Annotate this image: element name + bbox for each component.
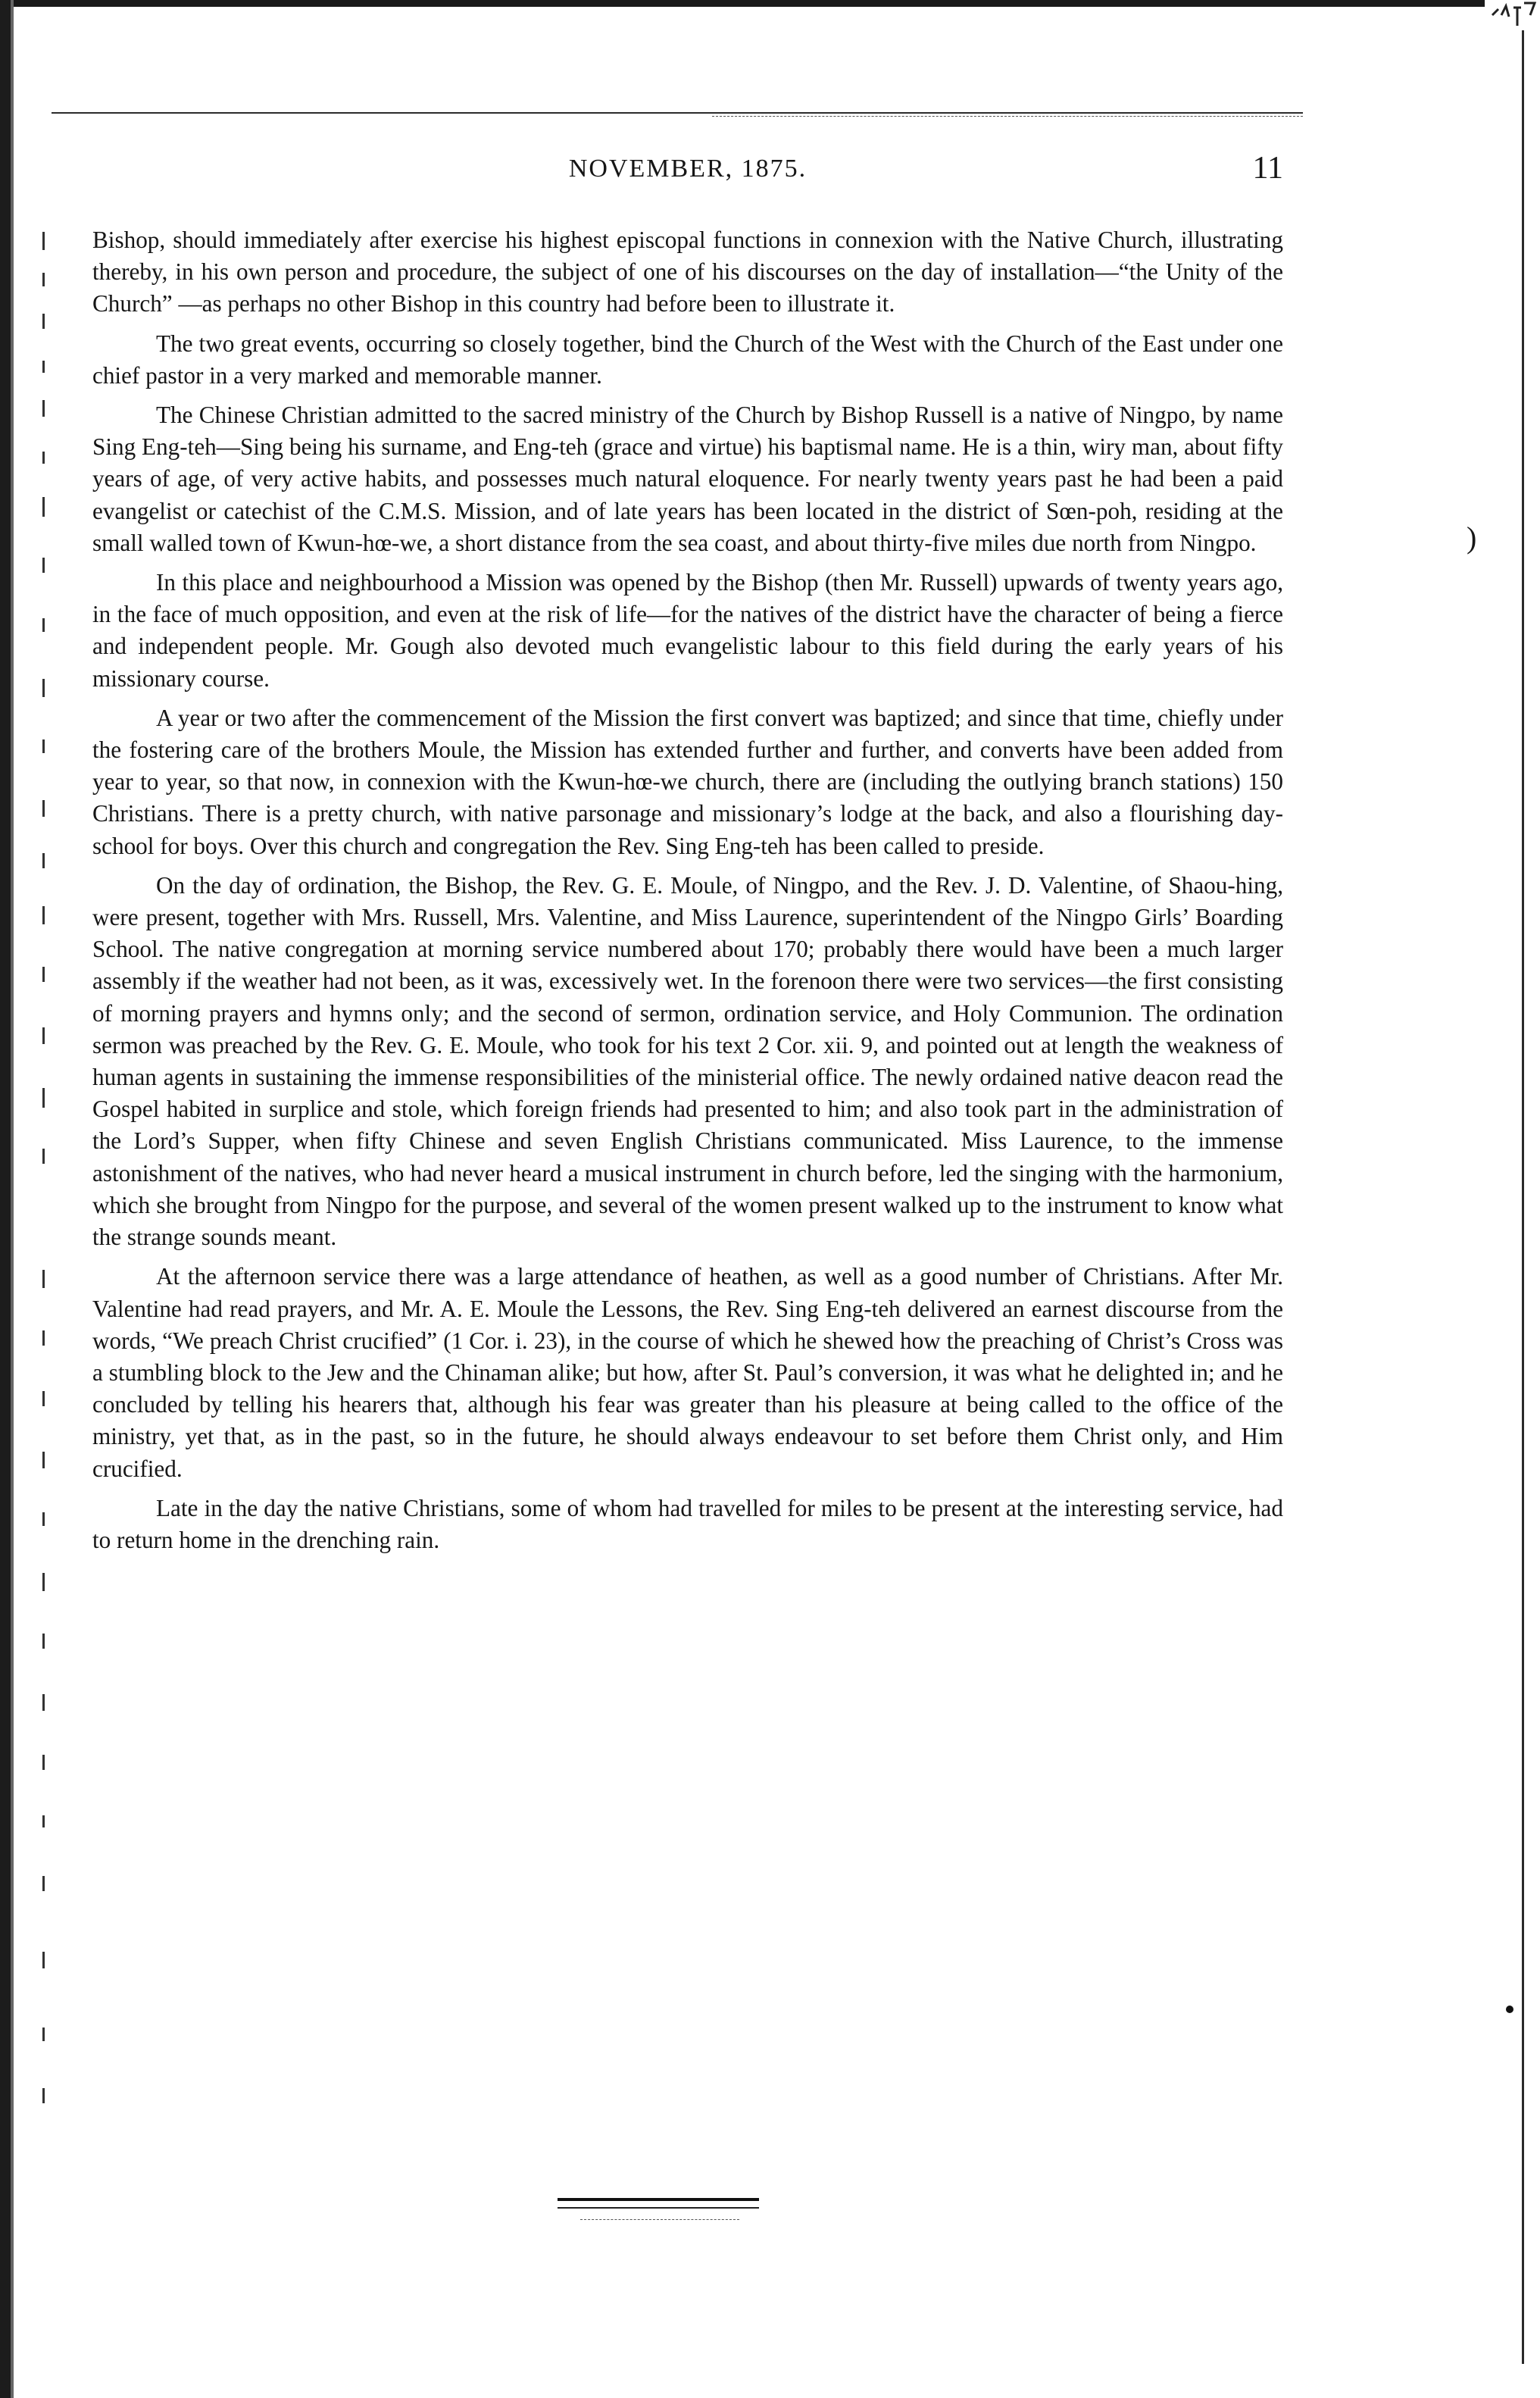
paragraph: On the day of ordination, the Bishop, the Rev. G. E. Moule, of Ningpo, and the Rev. J. D. Valentine, of Shaou-hing, were present, together with Mrs. Russell, Mrs. Valentine, and Miss Laurence, superintendent of the Ningpo Girls’ Boarding School. The native congregation at morning service numbered about 170; probably there would have been a much larger assembly if the weather had not been, as it was, excessively wet. In the forenoon there were two services—the first consisting of morning prayers and hymns only; and the second of sermon, ordination service, and Holy Communion. The ordination sermon was preached by the Rev. G. E. Moule, who took for his text 2 Cor. xii. 9, and pointed out at length the weakness of human agents in sustaining the immense responsibilities of the ministerial office. The newly ordained native deacon read the Gospel habited in surplice and stole, which foreign friends had presented to him; and also took part in the administration of the Lord’s Supper, when fifty Chinese and seven English Christians communicated. Miss Laurence, to the immense astonishment of the natives, who had never heard a musical instrument in church before, led the singing with the harmonium, which she brought from Ningpo for the purpose, and several of the women present walked up to the instrument to know what the strange sounds meant.: [92, 871, 1283, 1251]
article-body: [92, 224, 1283, 1564]
paragraph: In this place and neighbourhood a Mission was opened by the Bishop (then Mr. Russell) upwards of twenty years ago, in the face of much opposition, and even at the risk of life—for the natives of the district have the character of being a fierce and independent people. Mr. Gough also devoted much evangelistic labour to this field during the early years of his missionary course.: [92, 569, 1283, 692]
page-header: [92, 151, 1283, 200]
header-rule-secondary: [712, 116, 1303, 117]
paragraph: Bishop, should immediately after exercise his highest episcopal functions in connexion with the Native Church, illustrating thereby, in his own person and procedure, the subject of one of his discourses on the day of installation—“the Unity of the Church” —as perhaps no other Bishop in this country had before been to illustrate it.: [92, 227, 1283, 317]
page-number: 11: [1252, 151, 1283, 186]
paragraph: The two great events, occurring so closely together, bind the Church of the West with the Church of the East under one chief pastor in a very marked and memorable manner.: [92, 330, 1283, 389]
right-margin-dot: [1506, 2006, 1513, 2013]
scan-border-left: [0, 0, 11, 2398]
paragraph: The Chinese Christian admitted to the sacred ministry of the Church by Bishop Russell is a native of Ningpo, by name Sing Eng-teh—Sing being his surname, and Eng-teh (grace and virtue) his baptismal name. He is a thin, wiry man, about fifty years of age, of very active habits, and possesses much natural eloquence. For nearly twenty years past he had been a paid evangelist or catechist of the C.M.S. Mission, and of late years has been located in the district of Sœn-poh, residing at the small walled town of Kwun-hœ-we, a short distance from the sea coast, and about thirty-five miles due north from Ningpo.: [92, 402, 1283, 556]
scan-border-top: [0, 0, 1485, 7]
left-margin-marks: [42, 224, 65, 2118]
paragraph: Late in the day the native Christians, some of whom had travelled for miles to be present at the interesting service, had to return home in the drenching rain.: [92, 1494, 1283, 1553]
section-end-rule: [558, 2198, 759, 2201]
page-title: NOVEMBER, 1875.: [568, 155, 807, 183]
scan-border-left-inner: [11, 0, 14, 2398]
scan-border-right: [1522, 30, 1524, 2364]
right-margin-glyph: ): [1467, 521, 1477, 555]
section-end-rule-secondary: [558, 2207, 759, 2209]
paragraph: At the afternoon service there was a large attendance of heathen, as well as a good number of Christians. After Mr. Valentine had read prayers, and Mr. A. E. Moule the Lessons, the Rev. Sing Eng-teh delivered an earnest discourse from the words, “We preach Christ crucified” (1 Cor. i. 23), in the course of which he shewed how the preaching of Christ’s Cross was a stumbling block to the Jew and the Chinaman alike; but how, after St. Paul’s conversion, it was what he delighted in; and he concluded by telling his hearers that, although his fear was greater than his pleasure at being called to the office of the ministry, yet that, as in the past, so in the future, he should always endeavour to set before them Christ only, and Him crucified.: [92, 1263, 1283, 1482]
header-rule: [52, 112, 1303, 114]
section-end-rule-dashed: [580, 2219, 739, 2220]
scan-corner-mark: [1491, 0, 1536, 27]
paragraph: A year or two after the commencement of the Mission the first convert was baptized; and since that time, chiefly under the fostering care of the brothers Moule, the Mission has extended further and further, and converts have been added from year to year, so that now, in connexion with the Kwun-hœ-we church, there are (including the outlying branch stations) 150 Christians. There is a pretty church, with native parsonage and missionary’s lodge at the back, and also a flourishing day-school for boys. Over this church and congregation the Rev. Sing Eng-teh has been called to preside.: [92, 704, 1283, 859]
